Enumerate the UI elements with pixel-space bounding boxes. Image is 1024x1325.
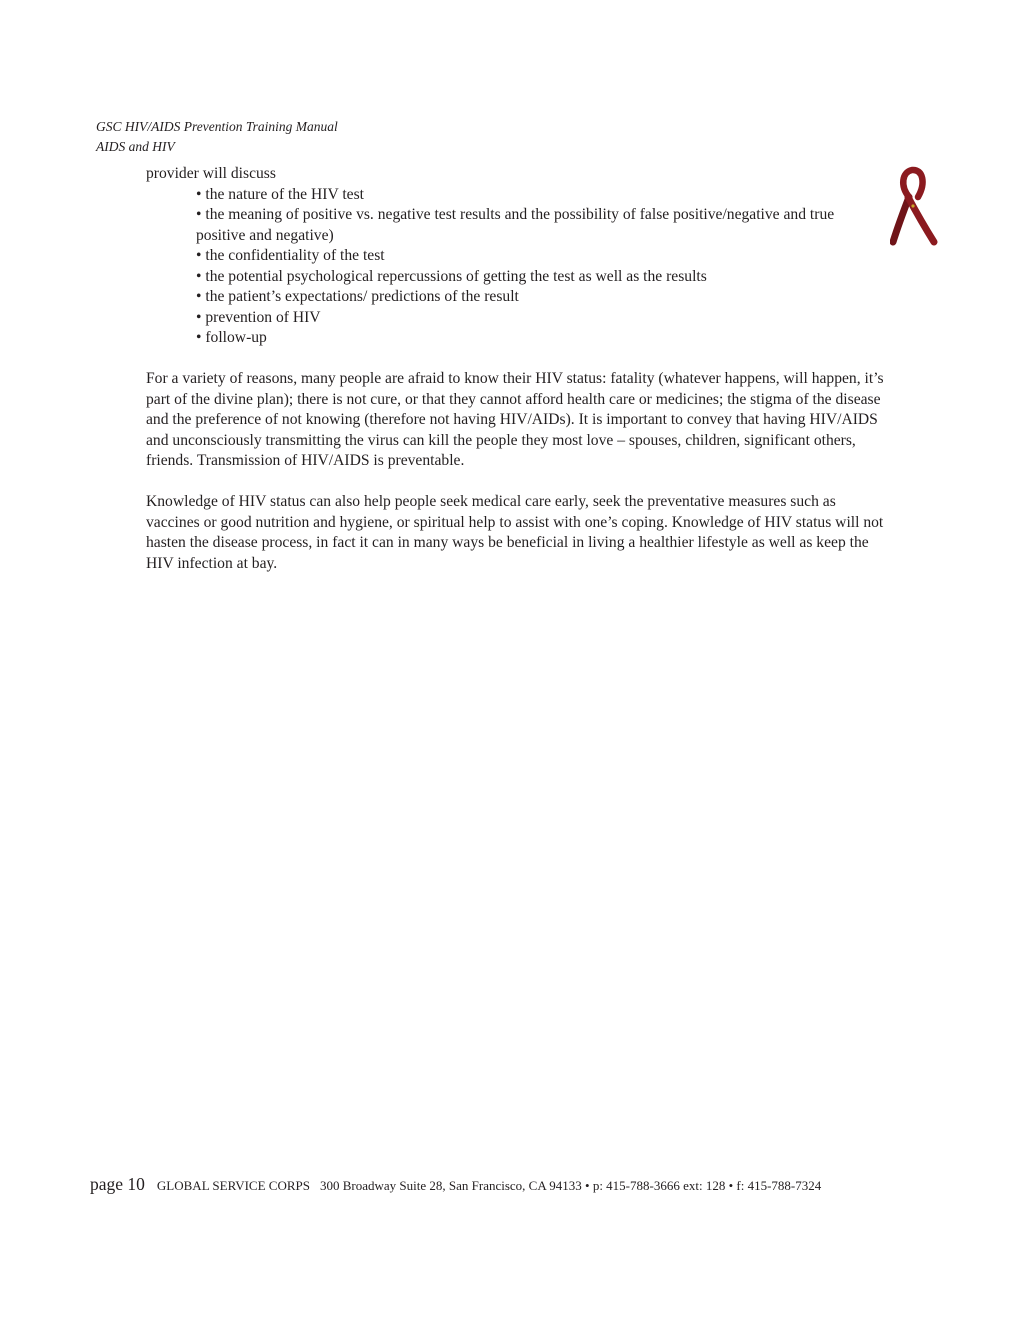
paragraph-fear-of-status: For a variety of reasons, many people are afraid to know their HIV status: fatality (whatever happens, will happen, it’s part of the divine plan); there is not cure, or that they cannot afford health care or medicines; the stigma of the disease and the preference of not knowing (therefore not having HIV/AIDs). It is important to convey that having HIV/AIDS and unconsciously transmitting the virus can kill the people they most love – spouses, children, significant others, friends. Transmission of HIV/AIDS is preventable. [146, 370, 884, 469]
paragraph-knowledge-benefits: Knowledge of HIV status can also help people seek medical care early, seek the preventative measures such as vaccines or good nutrition and hygiene, or spiritual help to assist with one’s coping. Knowledge of HIV status will not hasten the disease process, in fact it can in many ways be beneficial in living a healthier lifestyle as well as keep the HIV infection at bay. [146, 493, 884, 572]
section-title: AIDS and HIV [96, 139, 175, 154]
manual-title: GSC HIV/AIDS Prevention Training Manual [96, 119, 338, 134]
contact-info: 300 Broadway Suite 28, San Francisco, CA 94133 • p: 415-788-3666 ext: 128 • f: 415-788-7324 [319, 1178, 822, 1193]
list-item: • the nature of the HIV test [196, 185, 364, 203]
list-item: • the meaning of positive vs. negative test results and the possibility of false positive/negative and true positive and negative) [196, 206, 835, 244]
running-header [96, 117, 338, 157]
list-item: • the confidentiality of the test [196, 247, 385, 264]
organization-name: GLOBAL SERVICE CORPS [156, 1178, 310, 1193]
list-item: • prevention of HIV [196, 308, 321, 326]
page-footer [90, 1174, 821, 1195]
red-ribbon-icon [890, 166, 938, 246]
body-content [146, 164, 886, 595]
list-item: • follow-up [196, 329, 267, 346]
intro-line: provider will discuss [146, 165, 276, 182]
page-number: page 10 [90, 1174, 145, 1194]
list-item: • the patient’s expectations/ predictions of the result [196, 288, 519, 305]
list-item: • the potential psychological repercussions of getting the test as well as the results [196, 267, 707, 285]
discussion-topic-list [146, 185, 886, 349]
